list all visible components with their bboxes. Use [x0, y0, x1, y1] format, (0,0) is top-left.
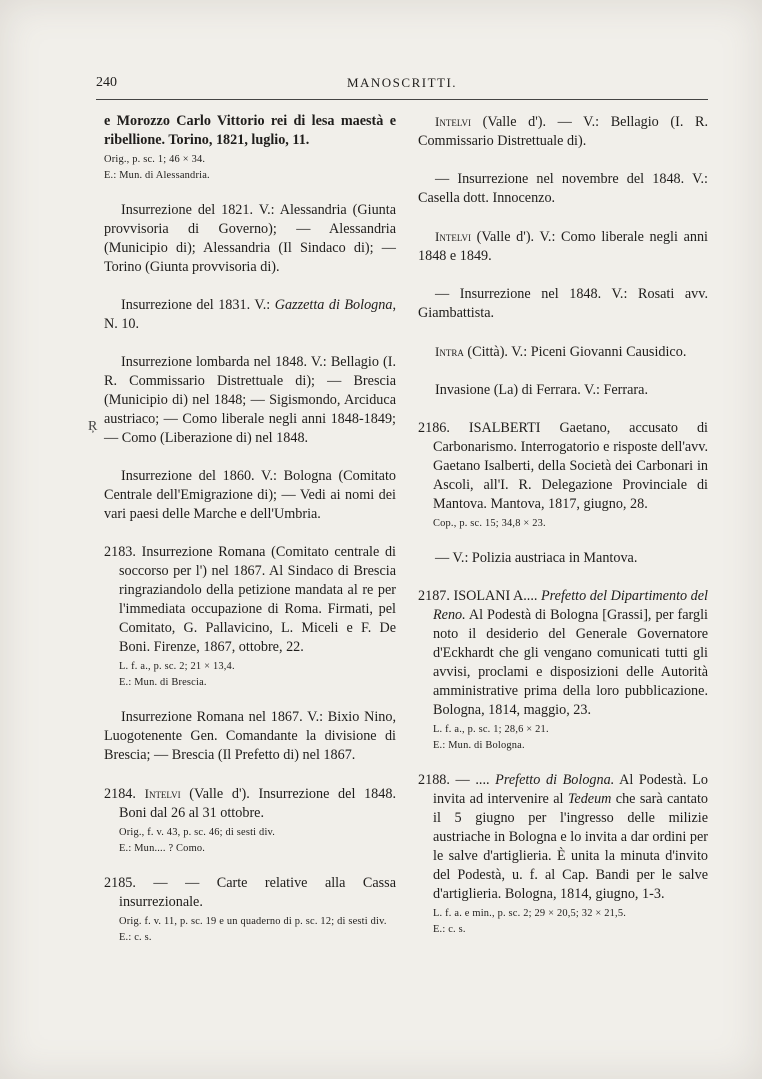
entry-italic: Prefetto di Bologna.	[495, 772, 615, 788]
entry-text: (Città). V.: Piceni Giovanni Causidico.	[463, 344, 687, 360]
entry-italic: Tedeum	[567, 791, 612, 807]
entry-morozzo	[104, 112, 396, 182]
entry-2187	[418, 587, 708, 752]
entry-text: (Valle d'). V.: Como liberale negli anni 1848 e 1849.	[418, 229, 708, 264]
entry-intelvi-novembre: — Insurrezione nel novembre del 1848. V.: Casella dott. Innocenzo.	[418, 171, 708, 206]
entry-smallcaps: Intelvi	[435, 114, 471, 129]
entry-smallcaps: Intelvi	[435, 229, 471, 244]
entry-note: E.: Mun. di Bologna.	[433, 740, 525, 751]
entry-smallcaps: Intelvi	[144, 786, 181, 801]
entry-2185	[104, 874, 396, 944]
entry-note: L. f. a., p. sc. 1; 28,6 × 21.	[433, 724, 549, 735]
entry-insurrezione-lombarda: Insurrezione lombarda nel 1848. V.: Bellagio (I. R. Commissario Distrettuale di); — Brescia (Municipio di) nel 1848; — Sigismondo, Arciduca austriaco; — Como liberale negli anni 1848-1849; — Como (Liberazione di) nel 1848.	[104, 354, 396, 446]
entry-text: 2183. Insurrezione Romana (Comitato centrale di soccorso per l') nel 1867. Al Sindaco di Brescia ringraziandolo della petizione mandata al re per l'immediata occupazione di Roma. Firmati, pel Comitato, G. Pallavicino, L. Miceli e F. De Boni. Firenze, 1867, ottobre, 22.	[104, 544, 396, 655]
entry-text: , N. 10.	[104, 297, 396, 332]
entry-text: e Morozzo Carlo Vittorio rei di lesa maestà e ribellione. Torino, 1821, luglio, 11.	[104, 113, 396, 148]
entry-note: E.: Mun. di Brescia.	[119, 677, 207, 688]
entry-2186	[418, 419, 708, 530]
entry-note: L. f. a., p. sc. 2; 21 × 13,4.	[119, 661, 235, 672]
entry-text: (Valle d'). — V.: Bellagio (I. R. Commissario Distrettuale di).	[418, 114, 708, 149]
page-header	[96, 75, 708, 95]
entry-note: L. f. a. e min., p. sc. 2; 29 × 20,5; 32 × 21,5.	[433, 908, 627, 919]
entry-note: Orig., p. sc. 1; 46 × 34.	[104, 154, 206, 165]
entry-polizia-austriaca: — V.: Polizia austriaca in Mantova.	[435, 550, 638, 566]
entry-body	[418, 771, 708, 904]
entry-italic: Prefetto del Dipartimento del Reno.	[433, 588, 708, 623]
entry-note: Cop., p. sc. 15; 34,8 × 23.	[433, 518, 546, 529]
entry-text: 2187. ISOLANI A....	[418, 588, 542, 604]
entry-note: E.: Mun.... ? Como.	[119, 843, 206, 854]
entry-body	[104, 784, 396, 823]
running-title: MANOSCRITTI.	[346, 75, 458, 90]
entry-text: Al Podestà. Lo invita ad intervenire al	[433, 772, 708, 807]
entry-text: 2188. — ....	[418, 772, 496, 788]
entry-smallcaps: Intra	[435, 344, 464, 359]
entry-note: E.: c. s.	[433, 924, 466, 935]
entry-note: Orig., f. v. 43, p. sc. 46; di sesti div.	[119, 827, 276, 838]
entry-intra	[418, 342, 708, 362]
entry-italic: Gazzetta di Bologna	[274, 297, 393, 313]
right-column	[418, 112, 708, 955]
page-number: 240	[96, 75, 117, 90]
entry-text: 2185. — — Carte relative alla Cassa insurrezionale.	[104, 875, 396, 910]
entry-intelvi-como	[418, 227, 708, 266]
entry-intelvi-rosati: — Insurrezione nel 1848. V.: Rosati avv. Giambattista.	[418, 286, 708, 321]
entry-text: che sarà cantato il 5 giugno per l'ingresso delle milizie austriache in Bologna e lo invita a dar ordini per le salve d'artiglieria. È unita la minuta d'invito del Podestà, u. f. al Cap. Bandi per le salve d'artiglieria. Bologna, 1814, giugno, 1-3.	[433, 791, 708, 902]
entry-text: (Valle d'). Insurrezione del 1848. Boni dal 26 al 31 ottobre.	[119, 786, 396, 821]
entry-2184	[104, 784, 396, 855]
margin-mark: Ŗ	[88, 419, 98, 434]
entry-2188	[418, 771, 708, 936]
entry-2183	[104, 543, 396, 689]
entry-note: E.: c. s.	[119, 932, 152, 943]
entry-note: Orig. f. v. 11, p. sc. 19 e un quaderno di p. sc. 12; di sesti div.	[119, 916, 387, 927]
entry-insurrezione-1821: Insurrezione del 1821. V.: Alessandria (Giunta provvisoria di Governo); — Alessandria (Municipio di); Alessandria (Il Sindaco di); — Torino (Giunta provvisoria di).	[104, 202, 396, 275]
entry-insurrezione-1860: Insurrezione del 1860. V.: Bologna (Comitato Centrale dell'Emigrazione di); — Vedi ai nomi dei vari paesi delle Marche e dell'Umbria.	[104, 468, 396, 522]
entry-insurrezione-romana-1867: Insurrezione Romana nel 1867. V.: Bixio Nino, Luogotenente Gen. Comandante la divisione di Brescia; — Brescia (Il Prefetto di) nel 1867.	[104, 709, 396, 763]
entry-note: E.: Mun. di Alessandria.	[104, 170, 210, 181]
entry-body	[418, 587, 708, 720]
entry-intelvi-bellagio	[418, 112, 708, 151]
header-rule	[96, 99, 708, 100]
entry-invasione-ferrara: Invasione (La) di Ferrara. V.: Ferrara.	[435, 382, 648, 398]
entry-text: 2186. ISALBERTI Gaetano, accusato di Carbonarismo. Interrogatorio e risposte dell'avv. Gaetano Isalberti, della Società dei Carbonari in Ascoli, all'I. R. Delegazione Provinciale di Mantova. Mantova, 1817, giugno, 28.	[418, 420, 708, 512]
entry-text: Al Podestà di Bologna [Grassi], per fargli noto il desiderio del Generale Governatore d'Eckhardt che gli vengano comunicati tutti gli avvisi, proclami e disposizioni delle Autorità amministrative prima della loro pubblicazione. Bologna, 1814, maggio, 23.	[433, 607, 708, 718]
entry-number: 2184.	[104, 786, 136, 802]
entry-text: Insurrezione del 1831. V.:	[121, 297, 275, 313]
left-column	[104, 112, 396, 963]
entry-insurrezione-1831	[104, 296, 396, 334]
